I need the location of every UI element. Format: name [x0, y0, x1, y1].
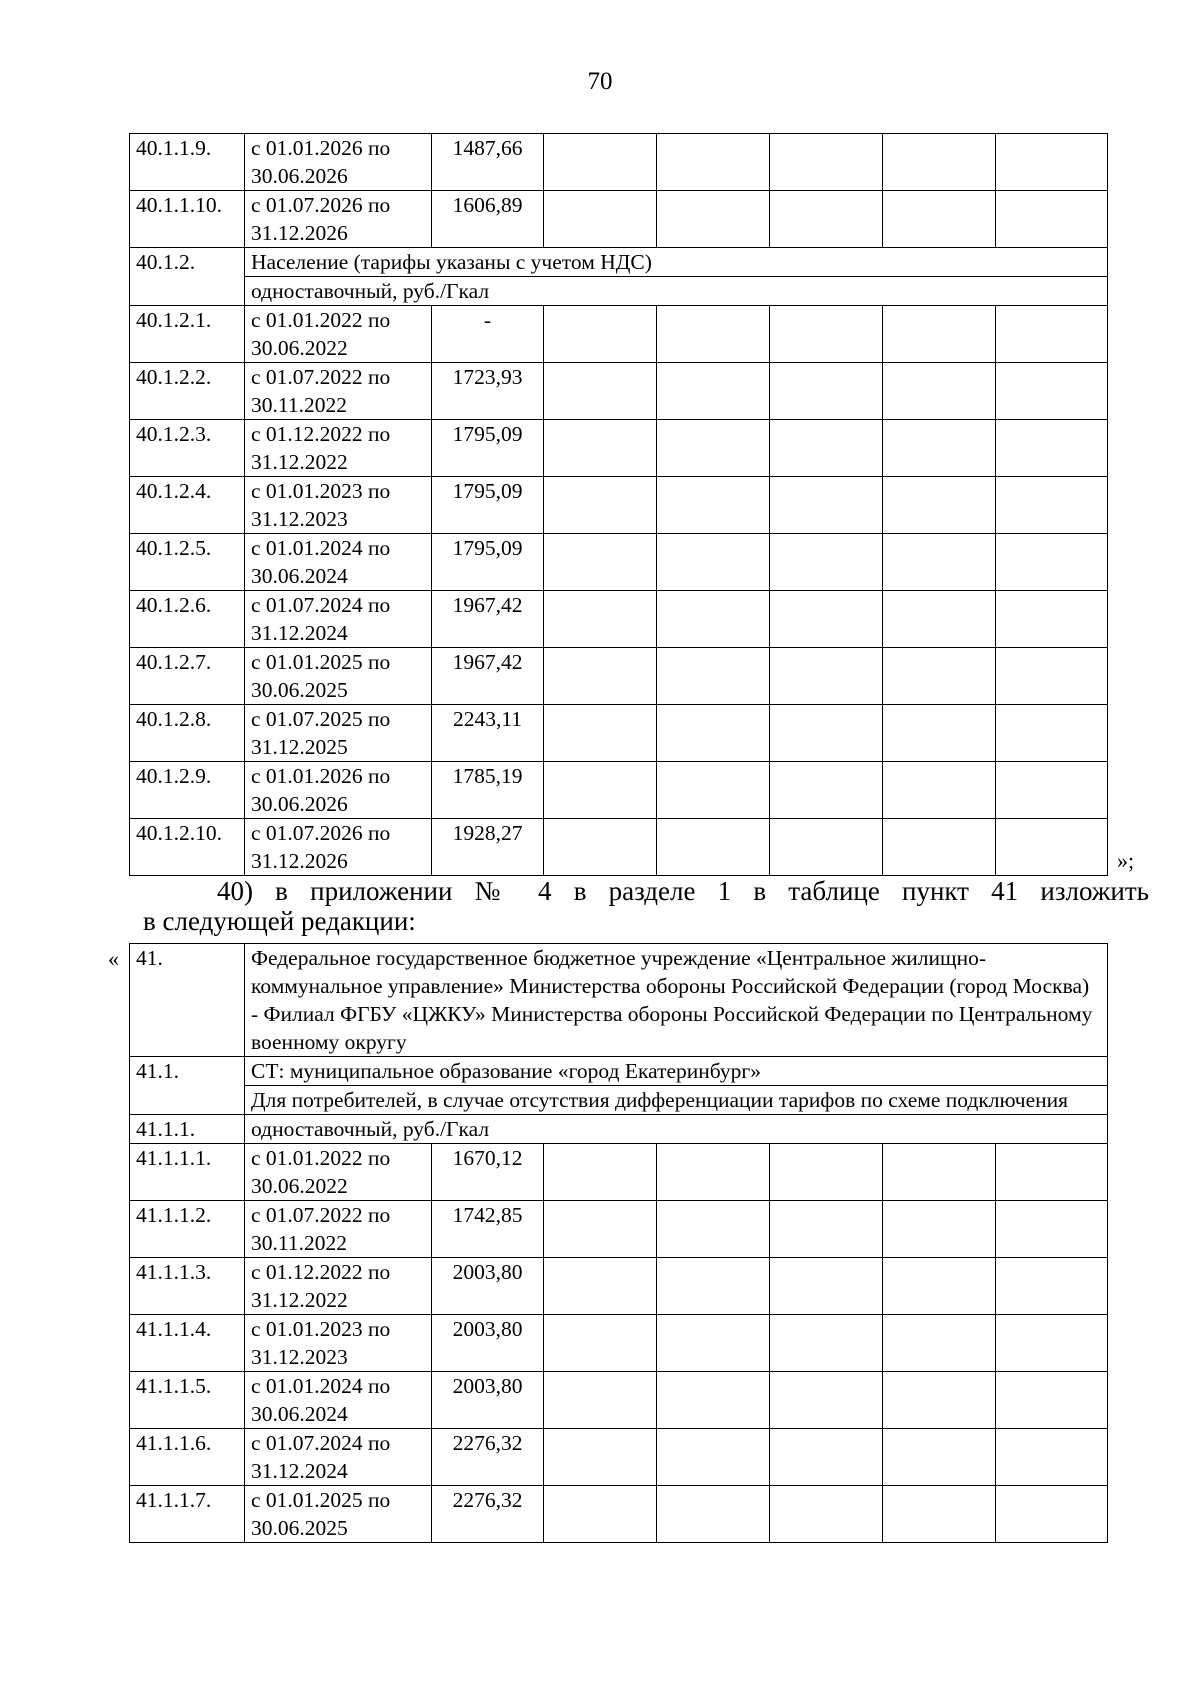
- period-line: с 01.01.2025 по: [251, 650, 391, 674]
- table-row: [130, 306, 1108, 363]
- row-code: 41.1.1.7.: [130, 1486, 245, 1543]
- tariff-table-40-group: [130, 248, 1108, 306]
- row-period: [245, 534, 432, 591]
- period-line: 30.06.2022: [251, 336, 348, 360]
- sub-code: 41.1.: [130, 1057, 245, 1115]
- empty-cell: [883, 363, 996, 420]
- empty-cell: [544, 1258, 657, 1315]
- period-line: с 01.07.2022 по: [251, 365, 391, 389]
- item-code: 41.: [130, 944, 245, 1057]
- empty-cell: [883, 420, 996, 477]
- period-line: 31.12.2024: [251, 621, 348, 645]
- empty-cell: [996, 762, 1108, 819]
- period-line: с 01.01.2024 по: [251, 1374, 391, 1398]
- row-value: 1670,12: [432, 1144, 544, 1201]
- empty-cell: [770, 1201, 883, 1258]
- period-line: с 01.07.2026 по: [251, 193, 391, 217]
- empty-cell: [770, 534, 883, 591]
- empty-cell: [883, 1486, 996, 1543]
- row-value: -: [432, 306, 544, 363]
- period-line: с 01.07.2026 по: [251, 821, 391, 845]
- row-value: 1967,42: [432, 591, 544, 648]
- empty-cell: [657, 420, 770, 477]
- empty-cell: [883, 477, 996, 534]
- empty-cell: [770, 477, 883, 534]
- period-line: с 01.01.2024 по: [251, 536, 391, 560]
- amendment-paragraph: [143, 876, 1149, 936]
- period-line: 31.12.2025: [251, 735, 348, 759]
- empty-cell: [770, 1315, 883, 1372]
- row-period: [245, 306, 432, 363]
- empty-cell: [657, 134, 770, 191]
- empty-cell: [883, 306, 996, 363]
- empty-cell: [770, 1144, 883, 1201]
- row-value: 1795,09: [432, 534, 544, 591]
- empty-cell: [883, 134, 996, 191]
- empty-cell: [657, 1258, 770, 1315]
- table-row: [130, 591, 1108, 648]
- item-title: Федеральное государственное бюджетное учреждение «Центральное жилищно-коммунальное управление» Министерства обороны Российской Федерации (город Москва) - Филиал ФГБУ «ЦЖКУ» Министерства обороны Российской Федерации по Центральному военному округу: [245, 944, 1108, 1057]
- row-period: [245, 1201, 432, 1258]
- row-period: [245, 1258, 432, 1315]
- opening-quote-mark: «: [108, 946, 119, 971]
- empty-cell: [883, 819, 996, 876]
- tariff-table-41: [129, 943, 1108, 1543]
- empty-cell: [996, 477, 1108, 534]
- empty-cell: [544, 363, 657, 420]
- period-line: 31.12.2026: [251, 221, 348, 245]
- row-code: 40.1.2.8.: [130, 705, 245, 762]
- table-row: [130, 191, 1108, 248]
- tariff-table-41-rows: [130, 1144, 1108, 1543]
- table-row: [130, 705, 1108, 762]
- row-period: [245, 1429, 432, 1486]
- row-code: 40.1.2.7.: [130, 648, 245, 705]
- row-value: 1606,89: [432, 191, 544, 248]
- empty-cell: [770, 1486, 883, 1543]
- group-title: Население (тарифы указаны с учетом НДС): [245, 248, 1108, 277]
- empty-cell: [996, 819, 1108, 876]
- tariff-table-40-top-rows: [130, 134, 1108, 248]
- empty-cell: [544, 1201, 657, 1258]
- period-line: 31.12.2022: [251, 1288, 348, 1312]
- empty-cell: [544, 1486, 657, 1543]
- empty-cell: [883, 534, 996, 591]
- row-period: [245, 648, 432, 705]
- empty-cell: [770, 1372, 883, 1429]
- empty-cell: [770, 705, 883, 762]
- empty-cell: [996, 1201, 1108, 1258]
- table-row: [130, 1144, 1108, 1201]
- empty-cell: [657, 705, 770, 762]
- row-value: 1795,09: [432, 477, 544, 534]
- period-line: 30.06.2024: [251, 1402, 348, 1426]
- table-row: [130, 477, 1108, 534]
- period-line: 30.06.2025: [251, 678, 348, 702]
- empty-cell: [544, 819, 657, 876]
- row-value: 1967,42: [432, 648, 544, 705]
- row-period: [245, 477, 432, 534]
- row-period: [245, 591, 432, 648]
- tariff-table-40-rows: [130, 306, 1108, 876]
- row-code: 40.1.2.3.: [130, 420, 245, 477]
- sub-note: Для потребителей, в случае отсутствия дифференциации тарифов по схеме подключения: [245, 1086, 1108, 1115]
- group-subtitle: одноставочный, руб./Гкал: [245, 277, 1108, 306]
- tariff-table-41-header: [130, 944, 1108, 1144]
- empty-cell: [657, 1201, 770, 1258]
- empty-cell: [657, 1486, 770, 1543]
- empty-cell: [996, 363, 1108, 420]
- period-line: с 01.07.2025 по: [251, 707, 391, 731]
- empty-cell: [544, 420, 657, 477]
- empty-cell: [996, 1372, 1108, 1429]
- empty-cell: [657, 191, 770, 248]
- period-line: 30.06.2022: [251, 1174, 348, 1198]
- empty-cell: [770, 1429, 883, 1486]
- period-line: 30.11.2022: [251, 393, 347, 417]
- empty-cell: [770, 1258, 883, 1315]
- period-line: с 01.12.2022 по: [251, 1260, 391, 1284]
- period-line: с 01.07.2024 по: [251, 593, 391, 617]
- period-line: 31.12.2026: [251, 849, 348, 873]
- table-row: [130, 1486, 1108, 1543]
- empty-cell: [883, 1315, 996, 1372]
- row-period: [245, 705, 432, 762]
- empty-cell: [883, 705, 996, 762]
- empty-cell: [883, 1372, 996, 1429]
- empty-cell: [657, 534, 770, 591]
- paragraph-line-2: в следующей редакции:: [143, 906, 416, 936]
- row-period: [245, 1144, 432, 1201]
- table-row: [130, 944, 1108, 1057]
- empty-cell: [544, 191, 657, 248]
- empty-cell: [996, 591, 1108, 648]
- empty-cell: [544, 1429, 657, 1486]
- empty-cell: [883, 1258, 996, 1315]
- empty-cell: [657, 1315, 770, 1372]
- row-code: 41.1.1.4.: [130, 1315, 245, 1372]
- table-row: [130, 1429, 1108, 1486]
- group-code: 40.1.2.: [130, 248, 245, 306]
- table-row: [130, 1258, 1108, 1315]
- empty-cell: [657, 819, 770, 876]
- empty-cell: [657, 1429, 770, 1486]
- empty-cell: [544, 648, 657, 705]
- empty-cell: [544, 306, 657, 363]
- empty-cell: [544, 134, 657, 191]
- empty-cell: [544, 1144, 657, 1201]
- row-value: 1785,19: [432, 762, 544, 819]
- row-value: 2276,32: [432, 1486, 544, 1543]
- empty-cell: [657, 363, 770, 420]
- row-value: 1795,09: [432, 420, 544, 477]
- row-code: 41.1.1.2.: [130, 1201, 245, 1258]
- table-row: [130, 363, 1108, 420]
- row-value: 1487,66: [432, 134, 544, 191]
- empty-cell: [883, 762, 996, 819]
- empty-cell: [996, 1144, 1108, 1201]
- table-row: [130, 1057, 1108, 1086]
- empty-cell: [544, 591, 657, 648]
- empty-cell: [657, 591, 770, 648]
- empty-cell: [657, 477, 770, 534]
- period-line: с 01.01.2022 по: [251, 1146, 391, 1170]
- period-line: с 01.01.2026 по: [251, 136, 391, 160]
- period-line: с 01.01.2023 по: [251, 479, 391, 503]
- empty-cell: [770, 648, 883, 705]
- row-code: 41.1.1.6.: [130, 1429, 245, 1486]
- table-row: [130, 1315, 1108, 1372]
- empty-cell: [770, 306, 883, 363]
- row-value: 1928,27: [432, 819, 544, 876]
- empty-cell: [657, 762, 770, 819]
- period-line: 31.12.2022: [251, 450, 348, 474]
- row-value: 2003,80: [432, 1315, 544, 1372]
- empty-cell: [883, 191, 996, 248]
- table-row: [130, 1115, 1108, 1144]
- row-period: [245, 420, 432, 477]
- empty-cell: [657, 306, 770, 363]
- empty-cell: [544, 1315, 657, 1372]
- empty-cell: [770, 819, 883, 876]
- row-value: 2003,80: [432, 1372, 544, 1429]
- empty-cell: [996, 1486, 1108, 1543]
- row-code: 40.1.2.5.: [130, 534, 245, 591]
- row-code: 41.1.1.3.: [130, 1258, 245, 1315]
- row-period: [245, 762, 432, 819]
- page-number: 70: [587, 68, 613, 95]
- table-row: [130, 248, 1108, 277]
- table-row: [130, 1201, 1108, 1258]
- period-line: 30.11.2022: [251, 1231, 347, 1255]
- period-line: 31.12.2024: [251, 1459, 348, 1483]
- tariff-title: одноставочный, руб./Гкал: [245, 1115, 1108, 1144]
- period-line: 30.06.2026: [251, 164, 348, 188]
- empty-cell: [657, 648, 770, 705]
- row-period: [245, 1372, 432, 1429]
- row-period: [245, 134, 432, 191]
- period-line: с 01.12.2022 по: [251, 422, 391, 446]
- empty-cell: [883, 1144, 996, 1201]
- row-period: [245, 191, 432, 248]
- empty-cell: [770, 762, 883, 819]
- row-value: 2276,32: [432, 1429, 544, 1486]
- closing-quote-mark: »;: [1117, 848, 1135, 873]
- sub-title: СТ: муниципальное образование «город Екатеринбург»: [245, 1057, 1108, 1086]
- empty-cell: [544, 762, 657, 819]
- row-code: 40.1.2.2.: [130, 363, 245, 420]
- table-row: [130, 277, 1108, 306]
- period-line: с 01.07.2022 по: [251, 1203, 391, 1227]
- table-row: [130, 819, 1108, 876]
- period-line: 30.06.2026: [251, 792, 348, 816]
- empty-cell: [544, 705, 657, 762]
- row-code: 41.1.1.1.: [130, 1144, 245, 1201]
- empty-cell: [996, 1315, 1108, 1372]
- paragraph-line-1: 40) в приложении № 4 в разделе 1 в таблице пункт 41 изложить: [217, 876, 1149, 906]
- row-value: 2003,80: [432, 1258, 544, 1315]
- period-line: 31.12.2023: [251, 1345, 348, 1369]
- empty-cell: [657, 1144, 770, 1201]
- empty-cell: [770, 191, 883, 248]
- period-line: с 01.01.2022 по: [251, 308, 391, 332]
- period-line: 31.12.2023: [251, 507, 348, 531]
- table-row: [130, 1372, 1108, 1429]
- empty-cell: [996, 420, 1108, 477]
- row-period: [245, 363, 432, 420]
- table-row: [130, 534, 1108, 591]
- empty-cell: [883, 1429, 996, 1486]
- empty-cell: [883, 648, 996, 705]
- empty-cell: [883, 1201, 996, 1258]
- empty-cell: [770, 134, 883, 191]
- table-row: [130, 134, 1108, 191]
- row-value: 2243,11: [432, 705, 544, 762]
- period-line: 30.06.2024: [251, 564, 348, 588]
- row-period: [245, 819, 432, 876]
- empty-cell: [544, 1372, 657, 1429]
- table-row: [130, 420, 1108, 477]
- period-line: с 01.07.2024 по: [251, 1431, 391, 1455]
- tariff-code: 41.1.1.: [130, 1115, 245, 1144]
- table-row: [130, 1086, 1108, 1115]
- empty-cell: [544, 534, 657, 591]
- period-line: с 01.01.2026 по: [251, 764, 391, 788]
- table-row: [130, 762, 1108, 819]
- empty-cell: [996, 534, 1108, 591]
- empty-cell: [996, 191, 1108, 248]
- row-code: 40.1.2.10.: [130, 819, 245, 876]
- empty-cell: [996, 1258, 1108, 1315]
- row-code: 40.1.1.10.: [130, 191, 245, 248]
- row-code: 41.1.1.5.: [130, 1372, 245, 1429]
- period-line: с 01.01.2025 по: [251, 1488, 391, 1512]
- empty-cell: [996, 705, 1108, 762]
- row-value: 1742,85: [432, 1201, 544, 1258]
- row-period: [245, 1315, 432, 1372]
- empty-cell: [996, 648, 1108, 705]
- period-line: 30.06.2025: [251, 1516, 348, 1540]
- empty-cell: [996, 134, 1108, 191]
- empty-cell: [770, 363, 883, 420]
- row-period: [245, 1486, 432, 1543]
- empty-cell: [883, 591, 996, 648]
- empty-cell: [770, 591, 883, 648]
- tariff-table-40: [129, 133, 1108, 876]
- table-row: [130, 648, 1108, 705]
- row-value: 1723,93: [432, 363, 544, 420]
- period-line: с 01.01.2023 по: [251, 1317, 391, 1341]
- empty-cell: [544, 477, 657, 534]
- empty-cell: [770, 420, 883, 477]
- empty-cell: [996, 306, 1108, 363]
- row-code: 40.1.2.9.: [130, 762, 245, 819]
- row-code: 40.1.2.1.: [130, 306, 245, 363]
- row-code: 40.1.2.4.: [130, 477, 245, 534]
- row-code: 40.1.2.6.: [130, 591, 245, 648]
- empty-cell: [996, 1429, 1108, 1486]
- row-code: 40.1.1.9.: [130, 134, 245, 191]
- empty-cell: [657, 1372, 770, 1429]
